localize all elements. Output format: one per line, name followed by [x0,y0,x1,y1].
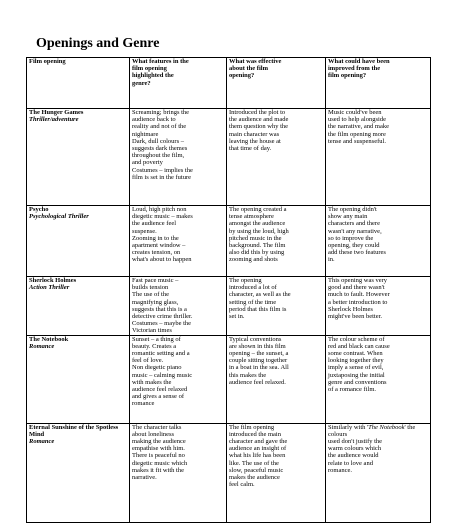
film-cell [27,335,130,423]
page-title: Openings and Genre [36,36,160,51]
features-cell: Fast pace music – builds tension The use of the magnifying glass, suggests that this is a detective crime thriller. Costumes – maybe the Victorian times [130,277,227,336]
improved-cell: Music could've been used to help alongside the narrative, and make the film opening more tense and suspenseful. [326,109,431,206]
film-title: Eternal Sunshine of the Spotless Mind [29,423,119,438]
improved-cell: The opening didn't show any main characters and there wasn't any narrative, so to improve the opening, they could add these two features in. [326,206,431,277]
effective-cell: Introduced the plot to the audience and made them question why the main character was leaving the house at that time of day. [227,109,326,206]
improved-emphasis: The Notebook [368,423,405,431]
film-title: The Hunger Games [29,109,84,116]
effective-cell: The film opening introduced the main character and gave the audience an insight of what his life has been like. The use of the slow, peaceful music makes the audience feel calm. [227,423,326,522]
film-genre: Romance [29,342,55,350]
table-row [27,423,431,522]
features-cell: Loud, high pitch non diegetic music – makes the audience feel suspense. Zooming in to the apartment window – creates tension, on what's about to happen [130,206,227,277]
table-row [27,335,431,423]
effective-cell: The opening created a tense atmosphere amongst the audience by using the loud, high pitched music in the background. The film also did this by using zooming and shots [227,206,326,277]
features-cell: Screaming; brings the audience back to reality and not of the nightmare Dark, dull colours – suggests dark themes throughout the film, and poverty Costumes – implies the film is set in the future [130,109,227,206]
film-genre: Psychological Thriller [29,213,89,221]
film-genre: Action Thriller [29,284,70,292]
film-cell [27,206,130,277]
improved-rest: ' the colours used don't justify the warm colours which the audience would relate to love and romance. [328,423,416,474]
film-title: Psycho [29,206,49,213]
film-cell [27,277,130,336]
effective-cell: Typical conventions are shown in this film opening – the sunset, a couple sitting together in a boat in the sea. All this makes the audience feel relaxed. [227,335,326,423]
improved-cell [326,423,431,522]
header-film-opening: Film opening [27,58,130,109]
features-cell: Sunset – a thing of beauty. Creates a romantic setting and a feel of love. Non diegetic piano music – calming music with makes the audience feel relaxed and gives a sense of romance [130,335,227,423]
table-row [27,277,431,336]
improved-prefix: Similarly with ' [328,423,369,431]
effective-cell: The opening introduced a lot of character, as well as the setting of the time period that this film is set in. [227,277,326,336]
header-effective: What was effective about the film opening? [227,58,326,109]
features-cell: The character talks about loneliness making the audience empathise with him. There is peaceful no diegetic music which makes it fit with the narrative. [130,423,227,522]
improved-cell: The colour scheme of red and black can cause some contrast. When looking together they imply a sense of evil, juxtaposing the initial genre and conventions of a romance film. [326,335,431,423]
film-cell [27,109,130,206]
film-cell [27,423,130,522]
table-row [27,206,431,277]
film-title: Sherlock Holmes [29,277,77,284]
improved-cell: This opening was very good and there wasn't much to fault. However a better introduction to Sherlock Holmes might've been better. [326,277,431,336]
film-title: The Notebook [29,335,69,343]
table-header-row [27,58,431,109]
film-genre: Romance [29,438,55,446]
header-features: What features in the film opening highlighted the genre? [130,58,227,109]
table-row [27,109,431,206]
film-genre: Thriller/adventure [29,116,79,124]
header-improved: What could have been improved from the film opening? [326,58,431,109]
